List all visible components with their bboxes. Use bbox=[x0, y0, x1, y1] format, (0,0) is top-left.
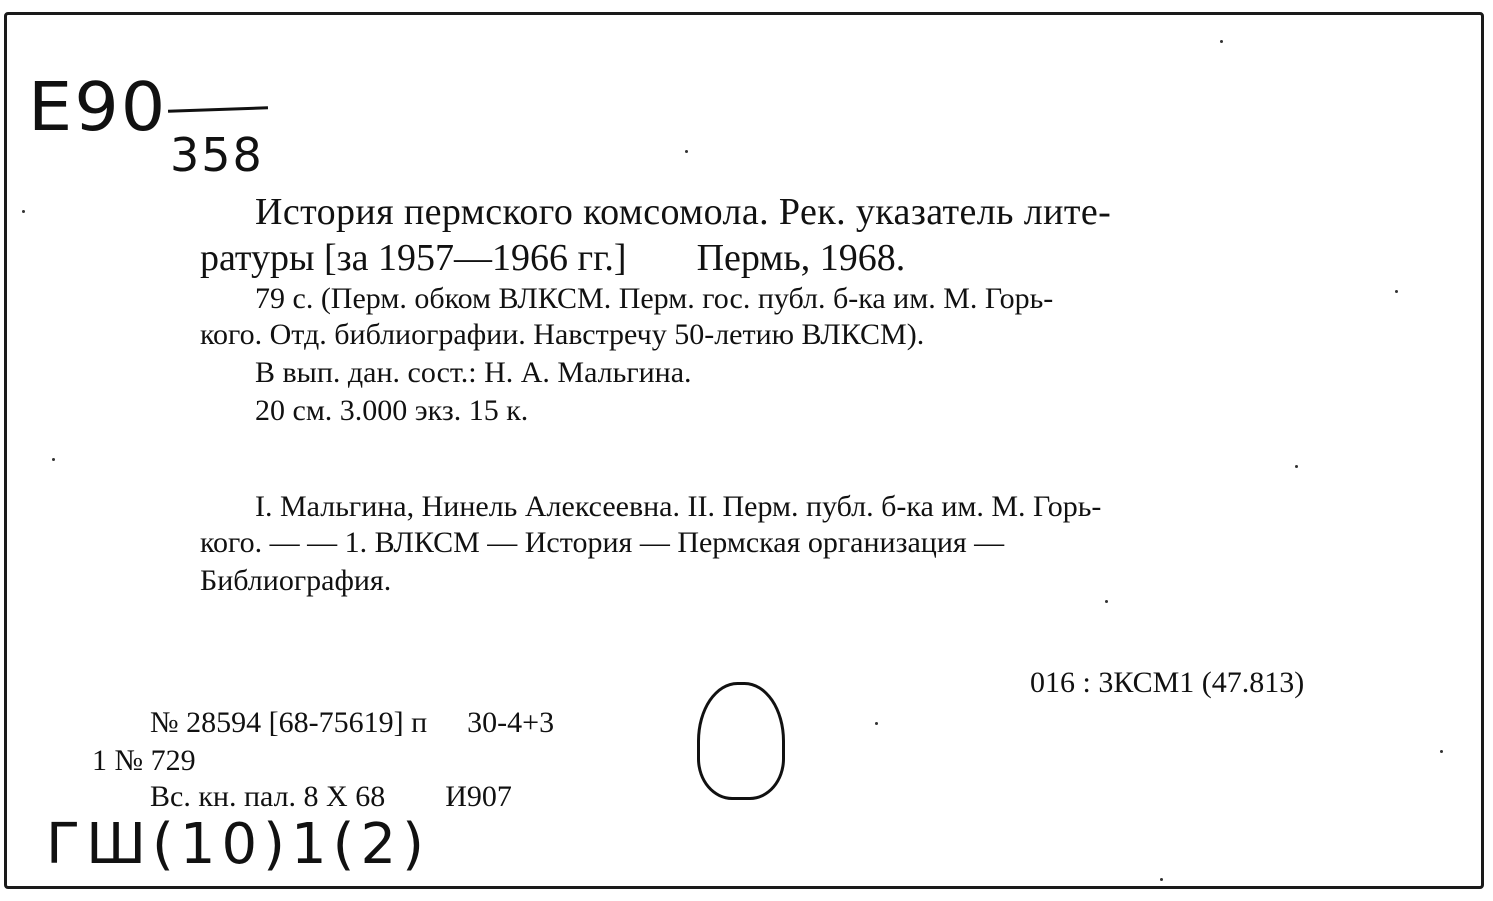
print-speck bbox=[875, 722, 878, 725]
handwritten-bottom-mark: ГШ(10)1(2) bbox=[46, 812, 430, 877]
imprint-catalog-line bbox=[150, 706, 554, 740]
print-speck bbox=[1295, 465, 1298, 468]
print-speck bbox=[1220, 40, 1223, 43]
print-speck bbox=[1440, 750, 1443, 753]
entry-format-note: 20 см. 3.000 экз. 15 к. bbox=[255, 394, 529, 427]
copies-line: 1 № 729 bbox=[92, 744, 196, 777]
entry-imprint-place-year: Пермь, 1968. bbox=[696, 237, 906, 279]
entry-collation-line-1: 79 с. (Перм. обком ВЛКСМ. Перм. гос. публ. б-ка им. М. Горь- bbox=[255, 282, 1054, 315]
entry-title-years: ратуры [за 1957—1966 гг.] bbox=[200, 237, 627, 279]
print-index: И907 bbox=[445, 780, 512, 813]
print-speck bbox=[22, 210, 25, 213]
entry-title-line-1: История пермского комсомола. Рек. указатель лите- bbox=[255, 191, 1112, 233]
print-speck bbox=[52, 458, 55, 461]
print-speck bbox=[1395, 290, 1398, 293]
tracing-line-2: кого. — — 1. ВЛКСМ — История — Пермская организация — bbox=[200, 526, 1005, 559]
paper-spec: Вс. кн. пал. 8 X 68 bbox=[150, 780, 386, 813]
catalog-number: № 28594 [68-75619] п bbox=[150, 706, 428, 739]
entry-compiler-note: В вып. дан. сост.: Н. А. Мальгина. bbox=[255, 356, 692, 389]
classification-number: 016 : 3КСМ1 (47.813) bbox=[1030, 666, 1305, 699]
entry-collation-line-2: кого. Отд. библиографии. Навстречу 50-летию ВЛКСМ). bbox=[200, 318, 925, 351]
handwritten-shelfmark: E90 bbox=[28, 68, 168, 146]
imprint-paper-line bbox=[150, 780, 512, 814]
print-speck bbox=[685, 150, 688, 153]
catalog-code: 30-4+3 bbox=[467, 706, 555, 739]
print-speck bbox=[1105, 600, 1108, 603]
tracing-line-3: Библиография. bbox=[200, 564, 392, 597]
library-stamp-outline bbox=[697, 682, 785, 800]
tracing-line-1: I. Мальгина, Нинель Алексеевна. II. Перм. публ. б-ка им. М. Горь- bbox=[255, 490, 1102, 523]
entry-title-line-2 bbox=[200, 236, 905, 280]
print-speck bbox=[1160, 878, 1163, 881]
handwritten-shelfmark-sub: 358 bbox=[170, 128, 264, 182]
